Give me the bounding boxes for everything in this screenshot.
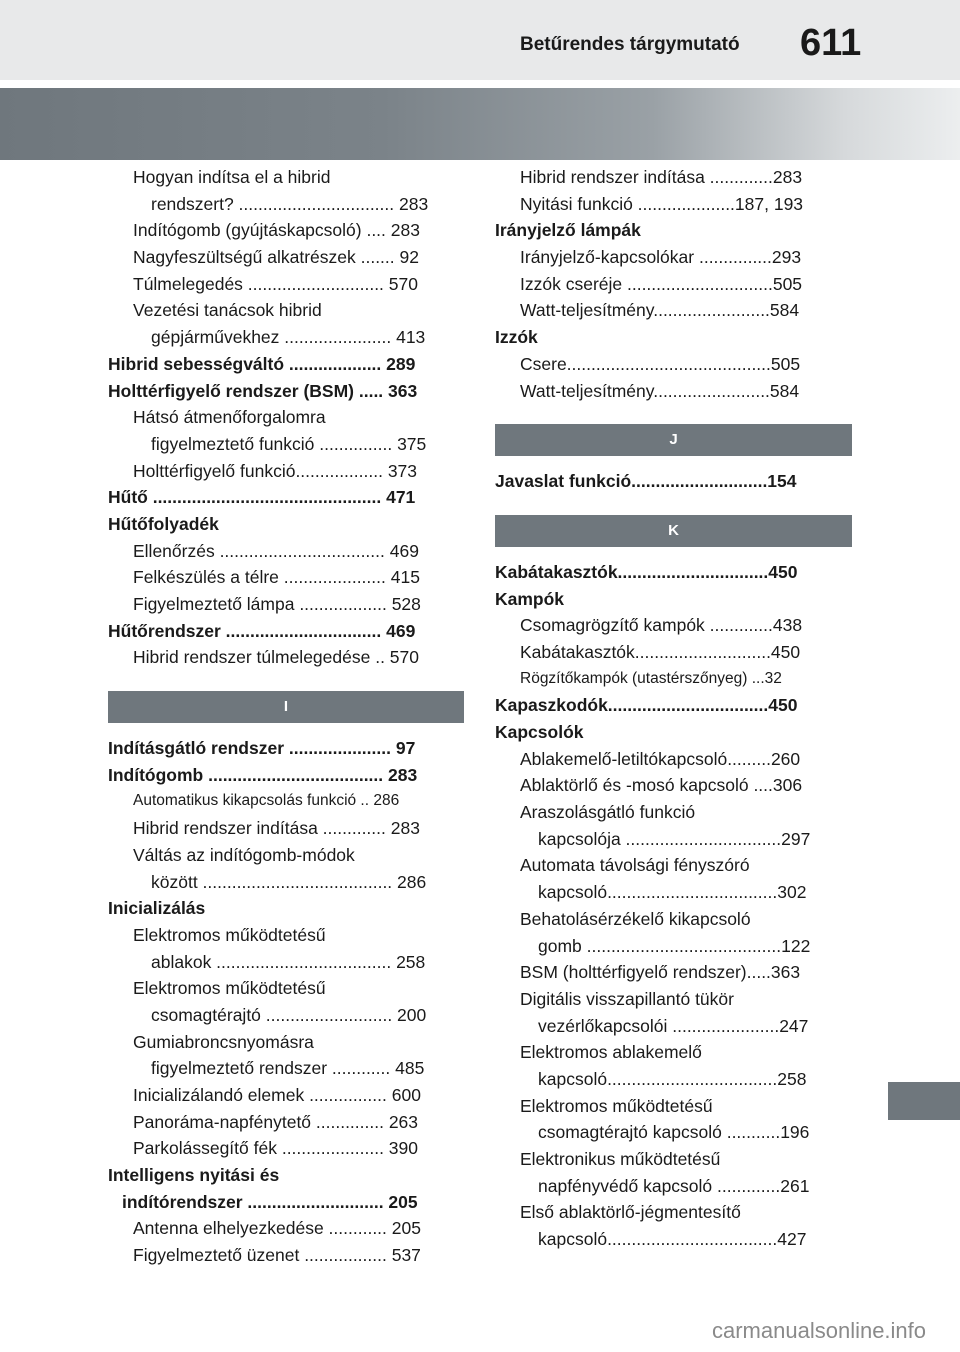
index-entry[interactable]: Digitális visszapillantó tükör [520, 988, 734, 1009]
index-entry[interactable]: között ....................................... 286 [151, 871, 427, 892]
index-entry[interactable]: Elektronikus működtetésű [520, 1149, 721, 1169]
index-entry[interactable]: figyelmeztető rendszer ............ 485 [151, 1058, 425, 1079]
index-entry[interactable]: Watt-teljesítmény........................584 [520, 380, 800, 401]
index-entry[interactable]: Inicializálás [108, 898, 206, 919]
section-spacer [108, 671, 464, 691]
index-entry[interactable]: Hátsó átmenőforgalomra [133, 407, 326, 428]
index-entry[interactable]: Nyitási funkció ....................187, 193 [520, 193, 804, 214]
index-entry[interactable]: Hűtő ............................................... 471 [108, 487, 416, 508]
index-entry[interactable]: Automata távolsági fényszóró [520, 855, 750, 876]
index-entry[interactable]: Automatikus kikapcsolás funkció .. 286 [133, 792, 400, 810]
index-entry[interactable]: Hűtőrendszer ................................ 469 [108, 620, 416, 641]
index-entry[interactable]: Behatolásérzékelő kikapcsoló [520, 908, 751, 929]
index-entry[interactable]: Hibrid sebességváltó ................... 289 [108, 353, 416, 374]
index-entry[interactable]: Nagyfeszültségű alkatrészek ....... 92 [133, 247, 419, 268]
index-entry[interactable]: Csere..........................................505 [520, 353, 801, 374]
index-entry[interactable]: Irányjelző-kapcsolókar ...............293 [520, 247, 802, 268]
section-header: I [108, 691, 464, 723]
index-entry[interactable]: Ablakemelő-letiltókapcsoló.........260 [520, 748, 801, 769]
index-column-right [495, 164, 852, 1253]
section-header: K [495, 515, 852, 547]
index-entry[interactable]: Araszolásgátló funkció [520, 802, 696, 823]
index-entry[interactable]: Elektromos működtetésű [133, 924, 326, 945]
index-entry[interactable]: Izzók [495, 327, 538, 348]
index-entry[interactable]: Figyelmeztető üzenet ................. 537 [133, 1245, 421, 1266]
index-entry[interactable]: Indításgátló rendszer ..................... 97 [108, 738, 416, 759]
index-entry[interactable]: Hibrid rendszer indítása ............. 283 [133, 818, 420, 839]
index-entry[interactable]: Vezetési tanácsok hibrid [133, 300, 322, 321]
index-entry[interactable]: Csomagrögzítő kampók .............438 [520, 615, 803, 636]
index-entry[interactable]: kapcsolója ................................297 [538, 828, 811, 849]
index-entry[interactable]: BSM (holttérfigyelő rendszer).....363 [520, 962, 801, 983]
index-entry[interactable]: Antenna elhelyezkedése ............ 205 [133, 1218, 421, 1239]
index-entry[interactable]: ablakok .................................... 258 [151, 951, 426, 972]
index-entry[interactable]: Watt-teljesítmény........................584 [520, 300, 800, 321]
chapter-tab[interactable] [888, 1082, 960, 1120]
index-entry[interactable]: Holttérfigyelő funkció.................. 373 [133, 460, 418, 481]
index-entry[interactable]: Parkolássegítő fék ..................... 390 [133, 1138, 418, 1159]
index-entry[interactable]: Javaslat funkció............................154 [495, 471, 797, 492]
index-entry[interactable]: Panoráma-napfénytető .............. 263 [133, 1111, 419, 1132]
index-entry[interactable]: napfényvédő kapcsoló .............261 [538, 1175, 810, 1196]
index-entry[interactable]: Figyelmeztető lámpa .................. 528 [133, 594, 421, 614]
index-entry[interactable]: gépjárművekhez ...................... 413 [151, 327, 426, 348]
index-entry[interactable]: Kampók [495, 588, 565, 609]
index-entry[interactable]: Elektromos működtetésű [520, 1095, 713, 1116]
index-column-left [108, 164, 464, 1269]
index-entry[interactable]: Indítógomb (gyújtáskapcsoló) .... 283 [133, 220, 420, 241]
section-spacer [495, 495, 852, 515]
page-title: Betűrendes tárgymutató [520, 34, 740, 55]
index-entry[interactable]: kapcsoló...................................302 [538, 882, 807, 903]
index-entry[interactable]: indítórendszer ............................ 205 [122, 1191, 418, 1212]
index-entry[interactable]: Kabátakasztók............................450 [520, 641, 801, 662]
index-entry[interactable]: Holttérfigyelő rendszer (BSM) ..... 363 [108, 380, 418, 401]
section-header: J [495, 424, 852, 456]
section-spacer [495, 456, 852, 468]
index-entry[interactable]: Ablaktörlő és -mosó kapcsoló ....306 [520, 775, 803, 796]
index-entry[interactable]: Elektromos ablakemelő [520, 1042, 702, 1063]
index-entry[interactable]: Izzók cseréje ..............................505 [520, 273, 803, 294]
index-entry[interactable]: Felkészülés a télre ..................... 415 [133, 567, 420, 588]
index-entry[interactable]: Hibrid rendszer túlmelegedése .. 570 [133, 647, 419, 668]
index-entry[interactable]: Hogyan indítsa el a hibrid [133, 167, 331, 187]
index-entry[interactable]: figyelmeztető funkció ............... 375 [151, 433, 427, 454]
index-entry[interactable]: Rögzítőkampók (utastérszőnyeg) ...32 [520, 669, 782, 687]
watermark: carmanualsonline.info [712, 1318, 927, 1343]
section-spacer [495, 404, 852, 424]
index-entry[interactable]: Gumiabroncsnyomásra [133, 1031, 314, 1052]
index-entry[interactable]: Indítógomb .................................... 283 [108, 764, 418, 785]
index-entry[interactable]: csomagtérajtó kapcsoló ...........196 [538, 1122, 810, 1143]
index-entry[interactable]: Kapaszkodók.................................450 [495, 695, 798, 716]
index-entry[interactable]: kapcsoló...................................427 [538, 1229, 807, 1250]
index-entry[interactable]: Irányjelző lámpák [495, 220, 641, 241]
index-entry[interactable]: Első ablaktörlő-jégmentesítő [520, 1202, 741, 1223]
index-entry[interactable]: kapcsoló...................................258 [538, 1068, 807, 1089]
index-entry[interactable]: Váltás az indítógomb-módok [133, 844, 355, 865]
section-spacer [495, 547, 852, 559]
index-entry[interactable]: Kabátakasztók...............................450 [495, 561, 798, 582]
header-banner [0, 88, 960, 160]
page-number: 611 [800, 22, 862, 64]
index-entry[interactable]: Inicializálandó elemek ................ 600 [133, 1085, 421, 1105]
index-entry[interactable]: rendszert? ................................ 283 [151, 193, 429, 214]
index-entry[interactable]: Intelligens nyitási és [108, 1165, 280, 1186]
index-entry[interactable]: Elektromos működtetésű [133, 978, 326, 999]
index-entry[interactable]: Hibrid rendszer indítása .............283 [520, 167, 803, 187]
index-entry[interactable]: gomb ........................................122 [538, 935, 811, 956]
index-entry[interactable]: Túlmelegedés ............................ 570 [133, 273, 418, 294]
section-spacer [108, 723, 464, 735]
index-entry[interactable]: vezérlőkapcsolói ......................247 [538, 1015, 809, 1036]
index-entry[interactable]: Kapcsolók [495, 722, 584, 742]
index-entry[interactable]: Hűtőfolyadék [108, 513, 219, 534]
index-entry[interactable]: Ellenőrzés .................................. 469 [133, 540, 419, 561]
index-entry[interactable]: csomagtérajtó .......................... 200 [151, 1004, 427, 1025]
